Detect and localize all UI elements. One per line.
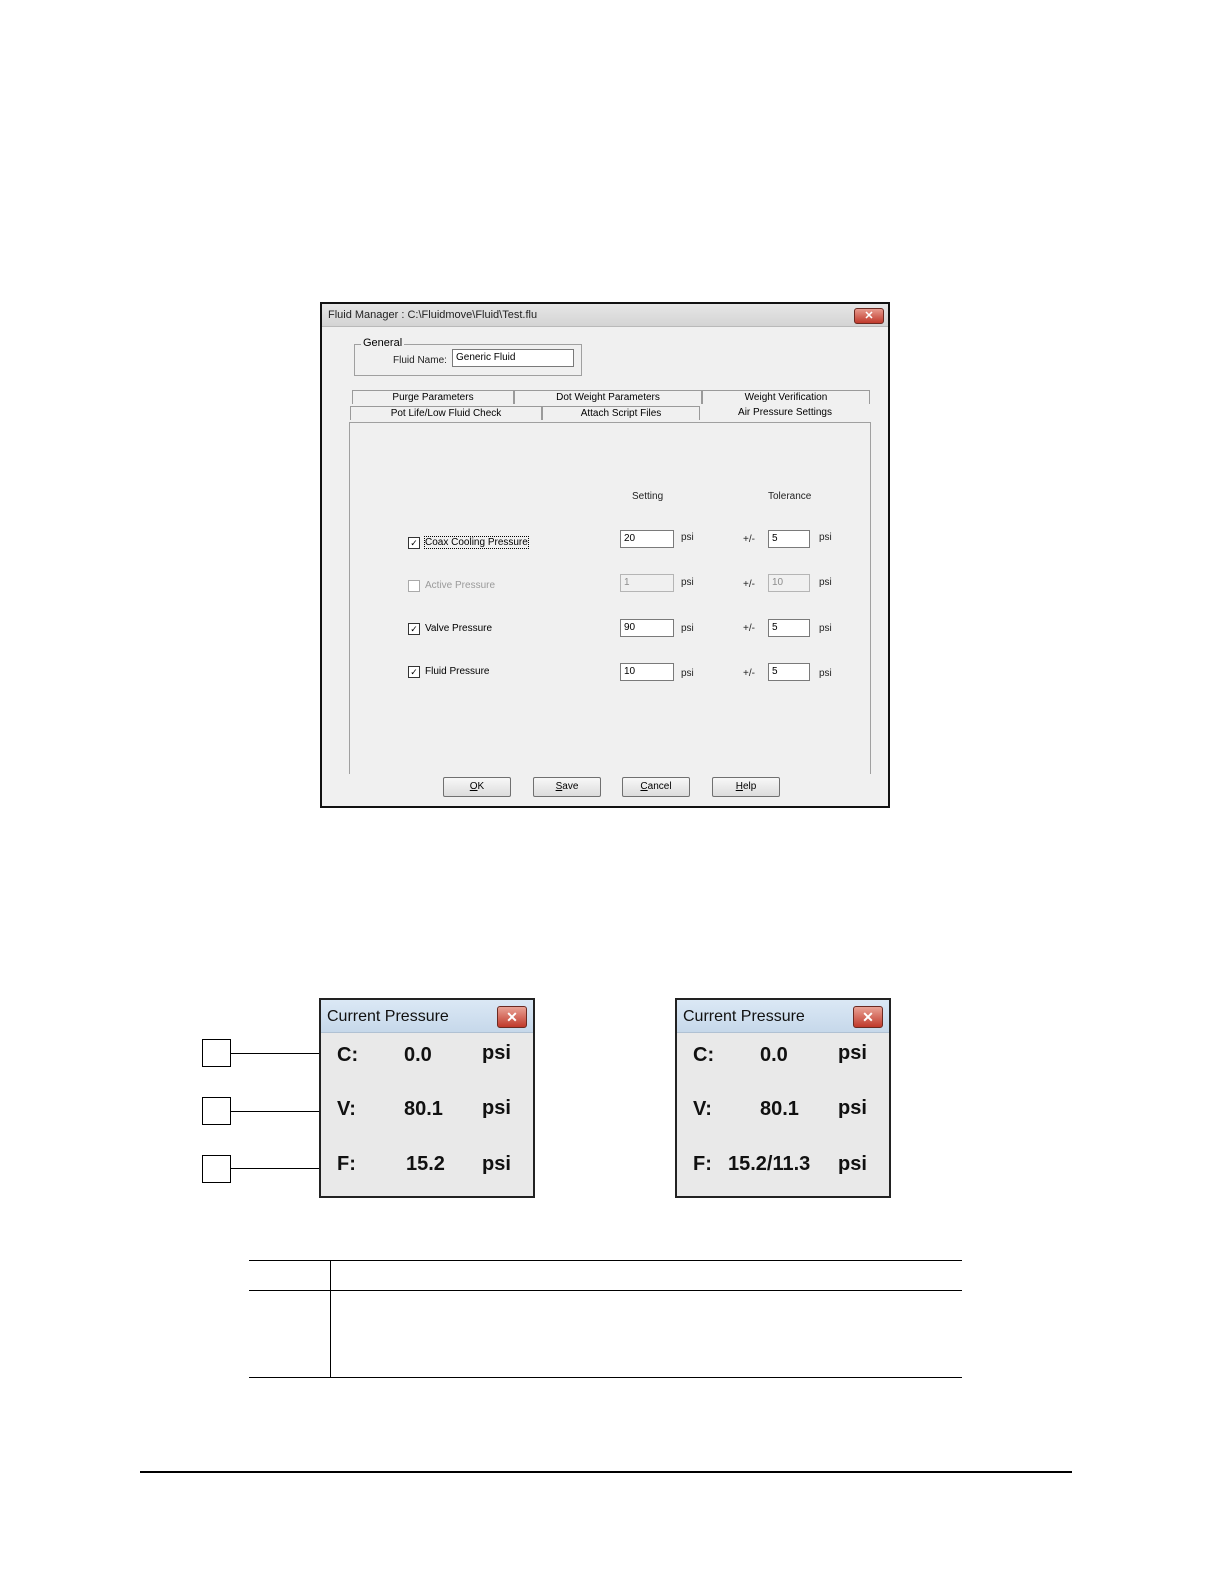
coax-pressure-value: 0.0 bbox=[760, 1044, 788, 1066]
save-label-rest: ave bbox=[562, 781, 579, 792]
fluid-pressure-value: 15.2/11.3 bbox=[728, 1153, 811, 1175]
ok-label-rest: K bbox=[477, 781, 485, 792]
fluid-pressure-label: F: bbox=[337, 1153, 356, 1175]
tab-purge-parameters[interactable]: Purge Parameters bbox=[352, 390, 514, 404]
valve-pressure-checkbox[interactable]: ✓ bbox=[408, 623, 420, 635]
tab-attach-script-files[interactable]: Attach Script Files bbox=[542, 406, 700, 420]
help-label-rest: elp bbox=[742, 781, 757, 792]
valve-pressure-unit: psi bbox=[482, 1097, 511, 1119]
callout-leader-2 bbox=[231, 1111, 326, 1112]
coax-cooling-checkbox[interactable]: ✓ bbox=[408, 537, 420, 549]
close-icon[interactable]: ✕ bbox=[854, 308, 884, 324]
tab-weight-verification[interactable]: Weight Verification bbox=[702, 390, 870, 404]
coax-cooling-setting-input[interactable]: 20 bbox=[620, 530, 674, 548]
fluid-pressure-unit: psi bbox=[838, 1153, 867, 1175]
active-pressure-tolerance-input[interactable]: 10 bbox=[768, 574, 810, 592]
coax-pressure-value: 0.0 bbox=[404, 1044, 432, 1066]
fluid-pressure-tolerance-input[interactable]: 5 bbox=[768, 663, 810, 681]
table-bottom-rule bbox=[249, 1377, 962, 1378]
table-top-rule bbox=[249, 1260, 962, 1261]
current-pressure-title: Current Pressure bbox=[683, 1008, 805, 1025]
coax-pressure-label: C: bbox=[693, 1044, 715, 1066]
callout-box-2 bbox=[202, 1097, 231, 1125]
fluid-pressure-tolerance-unit: psi bbox=[819, 668, 832, 679]
fluid-pressure-label: Fluid Pressure bbox=[425, 666, 490, 677]
help-button[interactable] bbox=[712, 777, 780, 797]
air-pressure-panel bbox=[349, 422, 871, 774]
fluid-name-label: Fluid Name: bbox=[393, 355, 447, 366]
valve-pressure-value: 80.1 bbox=[404, 1098, 443, 1120]
coax-cooling-setting-unit: psi bbox=[681, 532, 694, 543]
callout-leader-3 bbox=[231, 1168, 326, 1169]
close-icon[interactable]: ✕ bbox=[497, 1006, 527, 1028]
coax-cooling-tolerance-unit: psi bbox=[819, 532, 832, 543]
valve-pressure-unit: psi bbox=[838, 1097, 867, 1119]
table-column-divider bbox=[330, 1260, 331, 1378]
footer-rule bbox=[140, 1471, 1072, 1473]
coax-cooling-pm: +/- bbox=[743, 534, 755, 545]
callout-leader-1 bbox=[231, 1053, 326, 1054]
active-pressure-tolerance-unit: psi bbox=[819, 577, 832, 588]
save-button[interactable] bbox=[533, 777, 601, 797]
current-pressure-title: Current Pressure bbox=[327, 1008, 449, 1025]
valve-pressure-setting-input[interactable]: 90 bbox=[620, 619, 674, 637]
fluid-pressure-setting-input[interactable]: 10 bbox=[620, 663, 674, 681]
cancel-button[interactable] bbox=[622, 777, 690, 797]
current-pressure-window-single bbox=[319, 998, 535, 1198]
valve-pressure-label: V: bbox=[693, 1098, 712, 1120]
tab-pot-life-low-fluid-check[interactable]: Pot Life/Low Fluid Check bbox=[350, 406, 542, 420]
fluid-pressure-value: 15.2 bbox=[406, 1153, 445, 1175]
fluid-name-input[interactable]: Generic Fluid bbox=[452, 349, 574, 367]
save-mnemonic: S bbox=[555, 781, 563, 792]
valve-pressure-tolerance-input[interactable]: 5 bbox=[768, 619, 810, 637]
table-header-rule bbox=[249, 1290, 962, 1291]
dialog-title: Fluid Manager : C:\Fluidmove\Fluid\Test.flu bbox=[328, 309, 538, 321]
coax-cooling-label: Coax Cooling Pressure bbox=[425, 537, 528, 548]
general-legend: General bbox=[363, 337, 403, 349]
valve-pressure-value: 80.1 bbox=[760, 1098, 799, 1120]
cancel-mnemonic: C bbox=[640, 781, 648, 792]
help-mnemonic: H bbox=[735, 781, 743, 792]
fluid-pressure-setting-unit: psi bbox=[681, 668, 694, 679]
tab-air-pressure-settings[interactable]: Air Pressure Settings bbox=[700, 405, 870, 419]
active-pressure-setting-unit: psi bbox=[681, 577, 694, 588]
dialog-titlebar[interactable] bbox=[322, 304, 888, 327]
coax-pressure-unit: psi bbox=[482, 1042, 511, 1064]
valve-pressure-label: V: bbox=[337, 1098, 356, 1120]
fluid-pressure-checkbox[interactable]: ✓ bbox=[408, 666, 420, 678]
setting-header: Setting bbox=[632, 491, 664, 502]
tolerance-header: Tolerance bbox=[768, 491, 812, 502]
valve-pressure-label: Valve Pressure bbox=[425, 623, 493, 634]
fluid-pressure-label: F: bbox=[693, 1153, 712, 1175]
general-group bbox=[354, 337, 582, 376]
valve-pressure-pm: +/- bbox=[743, 623, 755, 634]
coax-cooling-tolerance-input[interactable]: 5 bbox=[768, 530, 810, 548]
fluid-manager-dialog bbox=[320, 302, 890, 808]
cancel-label-rest: ancel bbox=[647, 781, 672, 792]
ok-button[interactable] bbox=[443, 777, 511, 797]
active-pressure-label: Active Pressure bbox=[425, 580, 496, 591]
current-pressure-window-dual bbox=[675, 998, 891, 1198]
active-pressure-pm: +/- bbox=[743, 579, 755, 590]
fluid-pressure-pm: +/- bbox=[743, 668, 755, 679]
coax-pressure-unit: psi bbox=[838, 1042, 867, 1064]
valve-pressure-tolerance-unit: psi bbox=[819, 623, 832, 634]
ok-mnemonic: O bbox=[469, 781, 478, 792]
active-pressure-setting-input[interactable]: 1 bbox=[620, 574, 674, 592]
tab-dot-weight-parameters[interactable]: Dot Weight Parameters bbox=[514, 390, 702, 404]
callout-box-3 bbox=[202, 1155, 231, 1183]
valve-pressure-setting-unit: psi bbox=[681, 623, 694, 634]
callout-box-1 bbox=[202, 1039, 231, 1067]
current-pressure-titlebar[interactable] bbox=[321, 1000, 533, 1033]
coax-pressure-label: C: bbox=[337, 1044, 359, 1066]
current-pressure-titlebar[interactable] bbox=[677, 1000, 889, 1033]
active-pressure-checkbox[interactable] bbox=[408, 580, 420, 592]
close-icon[interactable]: ✕ bbox=[853, 1006, 883, 1028]
fluid-pressure-unit: psi bbox=[482, 1153, 511, 1175]
